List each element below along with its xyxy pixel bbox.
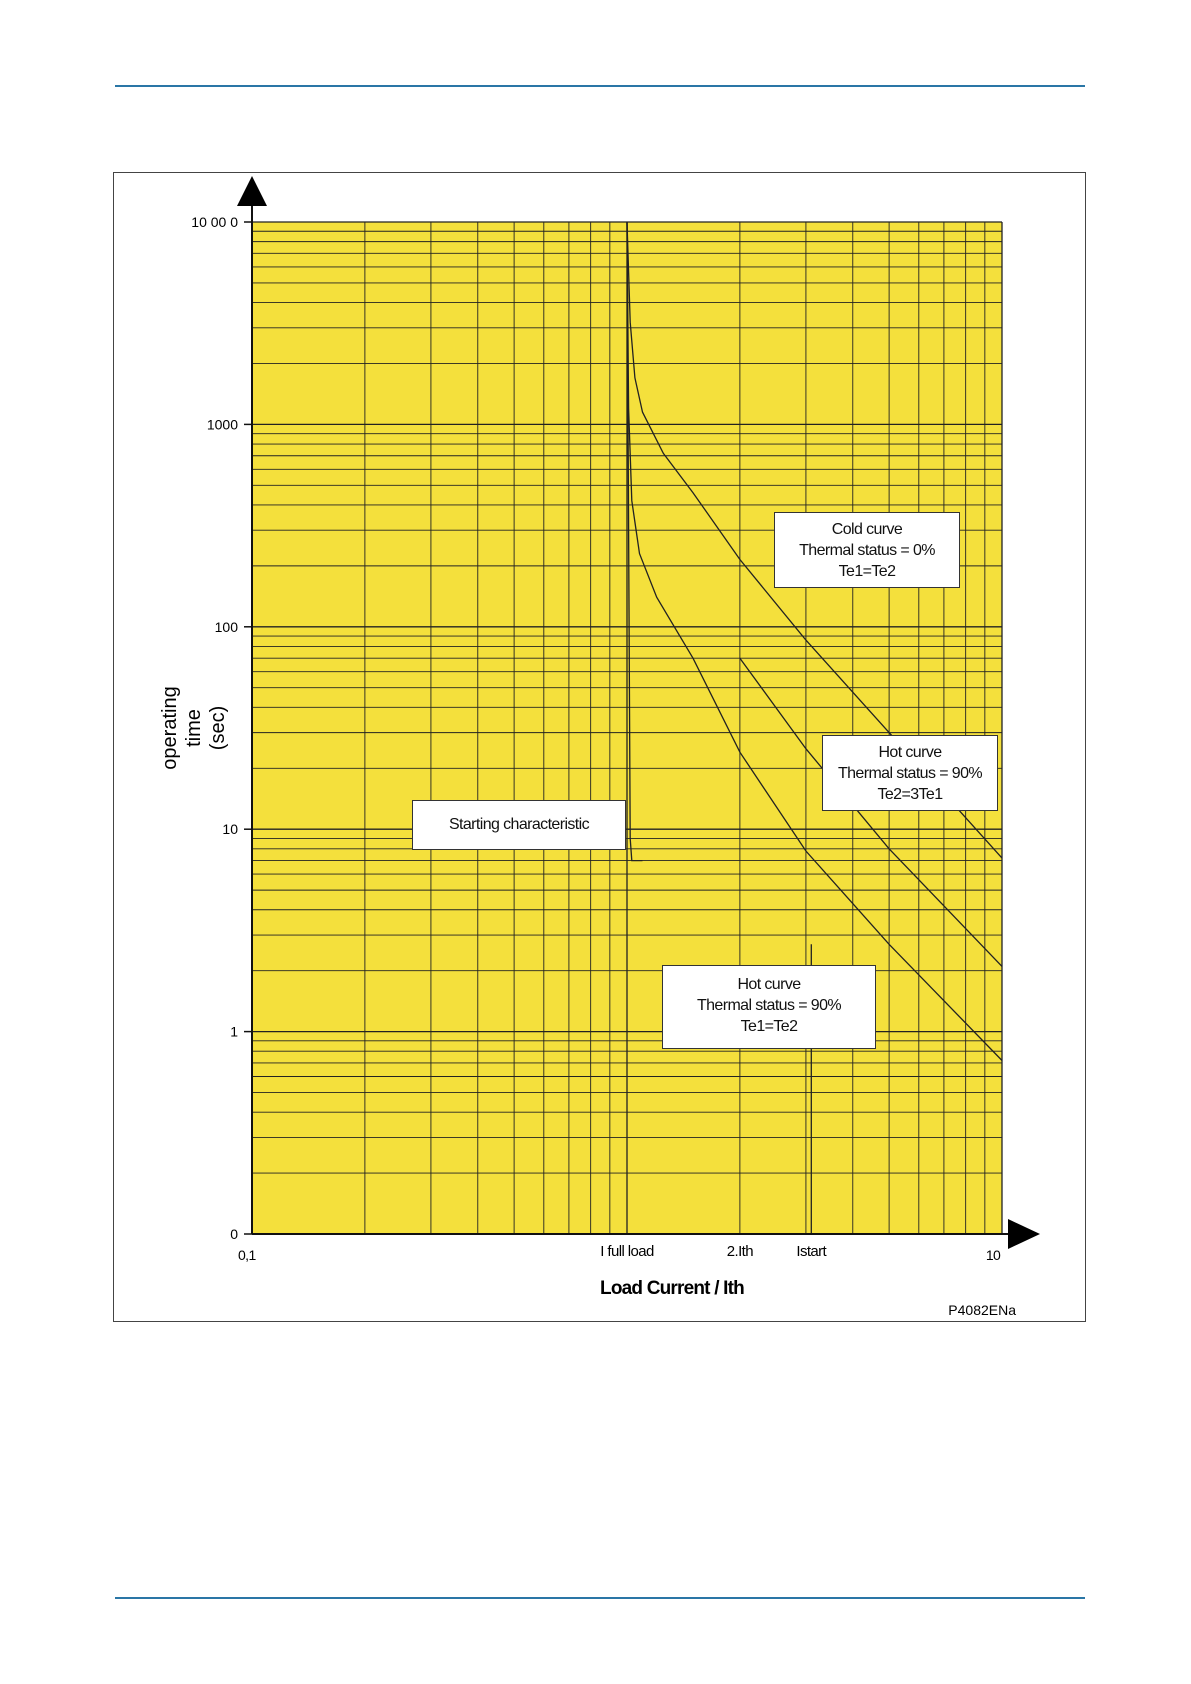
annotation-line: Te1=Te2 xyxy=(740,1018,798,1035)
annotation-hot-curve-te1 xyxy=(662,965,876,1049)
x-tick-label: 0,1 xyxy=(238,1247,256,1263)
y-tick-label: 1 xyxy=(230,1023,238,1040)
x-tick-label: I full load xyxy=(600,1243,654,1260)
y-tick-label: 1000 xyxy=(206,416,238,433)
y-axis-label-line-1: operating xyxy=(159,686,181,770)
grid xyxy=(252,222,1002,1234)
x-tick-label: 2.Ith xyxy=(726,1243,753,1260)
annotation-line: Hot curve xyxy=(737,976,801,993)
y-axis-label-line-3: (sec) xyxy=(207,705,229,751)
annotation-line: Te2=3Te1 xyxy=(877,786,943,803)
annotation-line: Thermal status = 90% xyxy=(696,997,842,1014)
annotation-line: Thermal status = 90% xyxy=(837,765,983,782)
y-axis-label xyxy=(159,686,229,769)
annotation-cold-curve xyxy=(774,512,960,588)
x-ticks xyxy=(238,1243,1001,1263)
x-tick-label: Istart xyxy=(796,1243,827,1260)
x-tick-label: 10 xyxy=(985,1247,1001,1263)
annotation-starting-characteristic xyxy=(412,800,626,850)
annotation-line: Hot curve xyxy=(878,744,942,761)
figure-id: P4082ENa xyxy=(948,1302,1016,1318)
y-axis-arrow-icon xyxy=(237,176,267,206)
x-axis-label: Load Current / Ith xyxy=(600,1278,744,1299)
annotation-line: Starting characteristic xyxy=(448,816,590,833)
annotation-hot-curve-te2 xyxy=(822,735,998,811)
y-tick-label: 10 xyxy=(222,821,238,838)
annotation-line: Cold curve xyxy=(831,521,903,538)
y-tick-label: 10 00 0 xyxy=(191,214,238,230)
y-axis-label-line-2: time xyxy=(183,709,205,747)
y-tick-label: 100 xyxy=(214,618,238,635)
annotation-line: Thermal status = 0% xyxy=(799,542,935,559)
y-tick-label: 0 xyxy=(230,1226,238,1242)
x-axis-arrow-icon xyxy=(1008,1219,1040,1249)
annotation-line: Te1=Te2 xyxy=(838,563,896,580)
